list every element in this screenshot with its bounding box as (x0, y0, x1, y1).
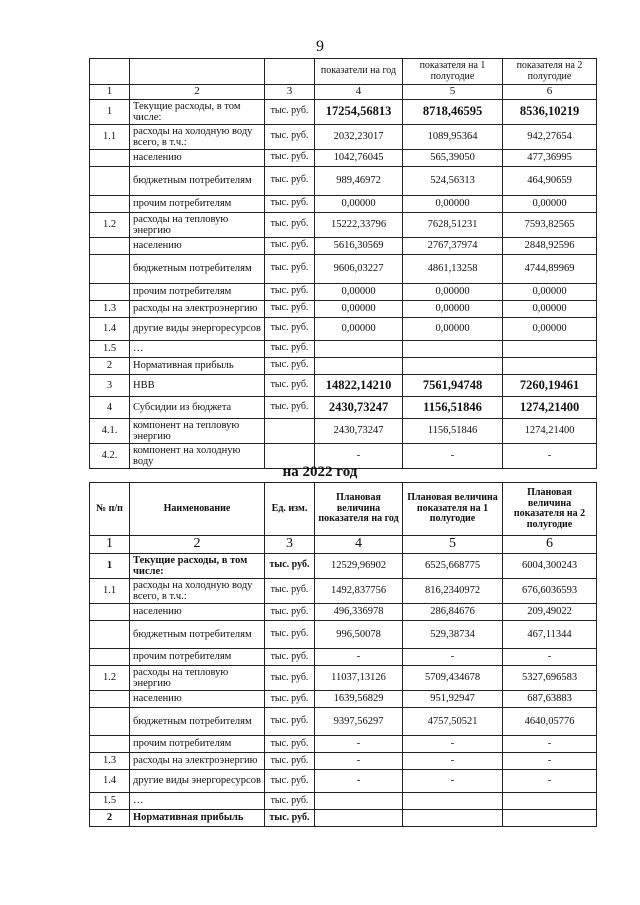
cell-unit: тыс. руб. (265, 374, 315, 396)
cell-number: 1.3 (90, 752, 130, 769)
cell-half1: - (403, 735, 503, 752)
cell-number: 1.1 (90, 578, 130, 603)
table-row (90, 735, 597, 752)
cell-number (90, 283, 130, 300)
cell-year: 496,336978 (315, 603, 403, 620)
cell-half2: 4744,89969 (503, 254, 597, 283)
cell-half1: 6525,668775 (403, 553, 503, 578)
cell-year (315, 357, 403, 374)
cell-half2: 464,90659 (503, 166, 597, 195)
column-number-cell: 3 (265, 536, 315, 554)
cell-number: 2 (90, 809, 130, 826)
cell-unit (265, 418, 315, 443)
cell-number: 1 (90, 99, 130, 124)
cell-half1: - (403, 443, 503, 468)
cell-unit: тыс. руб. (265, 300, 315, 317)
cell-half2: 0,00000 (503, 317, 597, 340)
cell-unit: тыс. руб. (265, 665, 315, 690)
cell-half2: 7593,82565 (503, 212, 597, 237)
cell-year: 11037,13126 (315, 665, 403, 690)
header-cell: № п/п (90, 483, 130, 536)
cell-half1: 565,39050 (403, 149, 503, 166)
cell-half2: - (503, 752, 597, 769)
table-row (90, 620, 597, 648)
cell-name: компонент на холодную воду (130, 443, 265, 468)
cell-name: бюджетным потребителям (130, 166, 265, 195)
cell-year: 0,00000 (315, 300, 403, 317)
cell-unit: тыс. руб. (265, 124, 315, 149)
table-header-row (90, 59, 597, 85)
cell-number (90, 735, 130, 752)
cell-name: компонент на тепловую энергию (130, 418, 265, 443)
cell-name: расходы на электроэнергию (130, 752, 265, 769)
cell-year: 0,00000 (315, 283, 403, 300)
cell-half2: 1274,21400 (503, 396, 597, 418)
cell-name: бюджетным потребителям (130, 254, 265, 283)
column-number-cell: 3 (265, 85, 315, 100)
cell-half2: 1274,21400 (503, 418, 597, 443)
cell-half1: 816,2340972 (403, 578, 503, 603)
cell-unit: тыс. руб. (265, 809, 315, 826)
cell-half2: 8536,10219 (503, 99, 597, 124)
column-number-cell: 6 (503, 85, 597, 100)
cell-half2: 477,36995 (503, 149, 597, 166)
cell-number: 1.4 (90, 317, 130, 340)
cell-number (90, 237, 130, 254)
cell-name: населению (130, 149, 265, 166)
cell-half2: 467,11344 (503, 620, 597, 648)
cell-half2: 209,49022 (503, 603, 597, 620)
header-cell (130, 59, 265, 85)
column-number-row (90, 536, 597, 554)
cell-half2: 0,00000 (503, 300, 597, 317)
header-cell: показатели на год (315, 59, 403, 85)
column-number-cell: 6 (503, 536, 597, 554)
cell-name: расходы на холодную воду всего, в т.ч.: (130, 578, 265, 603)
cell-name: … (130, 792, 265, 809)
cell-half1: 0,00000 (403, 317, 503, 340)
cell-half2: - (503, 735, 597, 752)
cell-half2: 5327,696583 (503, 665, 597, 690)
cell-half2: 2848,92596 (503, 237, 597, 254)
header-cell: Плановая величина показателя на год (315, 483, 403, 536)
cell-half1: 5709,434678 (403, 665, 503, 690)
cell-half1: 1156,51846 (403, 418, 503, 443)
cell-number: 4 (90, 396, 130, 418)
cell-unit: тыс. руб. (265, 283, 315, 300)
cell-half2: 4640,05776 (503, 707, 597, 735)
cell-unit: тыс. руб. (265, 99, 315, 124)
cell-half1: - (403, 648, 503, 665)
cell-half1: 1156,51846 (403, 396, 503, 418)
section-title: на 2022 год (282, 464, 358, 480)
cell-half1: 951,92947 (403, 690, 503, 707)
cell-half1: 529,38734 (403, 620, 503, 648)
cell-year: - (315, 752, 403, 769)
cell-name: бюджетным потребителям (130, 707, 265, 735)
table-2022 (89, 482, 597, 827)
cell-name: Нормативная прибыль (130, 809, 265, 826)
cell-unit: тыс. руб. (265, 648, 315, 665)
header-cell: Плановая величина показателя на 1 полугодие (403, 483, 503, 536)
cell-half2: - (503, 443, 597, 468)
column-number-cell: 4 (315, 85, 403, 100)
cell-unit: тыс. руб. (265, 254, 315, 283)
page-number: 9 (316, 38, 324, 55)
cell-year: 9606,03227 (315, 254, 403, 283)
cell-half2 (503, 792, 597, 809)
cell-year: - (315, 769, 403, 792)
cell-year (315, 340, 403, 357)
cell-name: Нормативная прибыль (130, 357, 265, 374)
cell-number (90, 254, 130, 283)
cell-number: 1.5 (90, 340, 130, 357)
cell-year: 1639,56829 (315, 690, 403, 707)
cell-number: 2 (90, 357, 130, 374)
cell-name: прочим потребителям (130, 195, 265, 212)
cell-half1: 7628,51231 (403, 212, 503, 237)
cell-year: 0,00000 (315, 195, 403, 212)
table-row (90, 396, 597, 418)
table-row (90, 124, 597, 149)
table-2021 (89, 58, 597, 469)
cell-unit: тыс. руб. (265, 340, 315, 357)
cell-half1 (403, 357, 503, 374)
cell-unit: тыс. руб. (265, 166, 315, 195)
cell-unit: тыс. руб. (265, 357, 315, 374)
cell-half1 (403, 809, 503, 826)
cell-number: 4.1. (90, 418, 130, 443)
cell-half1 (403, 792, 503, 809)
header-cell: Ед. изм. (265, 483, 315, 536)
cell-year: - (315, 443, 403, 468)
table-row (90, 418, 597, 443)
cell-unit: тыс. руб. (265, 620, 315, 648)
cell-name: прочим потребителям (130, 735, 265, 752)
cell-number (90, 603, 130, 620)
cell-year (315, 809, 403, 826)
cell-half2: 0,00000 (503, 195, 597, 212)
table-header-row (90, 483, 597, 536)
cell-number: 1.1 (90, 124, 130, 149)
cell-half1: 8718,46595 (403, 99, 503, 124)
table-row (90, 357, 597, 374)
cell-half1: 286,84676 (403, 603, 503, 620)
cell-half2: 6004,300243 (503, 553, 597, 578)
cell-unit: тыс. руб. (265, 149, 315, 166)
cell-number (90, 707, 130, 735)
cell-unit: тыс. руб. (265, 237, 315, 254)
cell-name: расходы на холодную воду всего, в т.ч.: (130, 124, 265, 149)
cell-number: 1.4 (90, 769, 130, 792)
cell-year: 15222,33796 (315, 212, 403, 237)
cell-name: Текущие расходы, в том числе: (130, 553, 265, 578)
cell-unit: тыс. руб. (265, 212, 315, 237)
table-row (90, 254, 597, 283)
cell-year: 0,00000 (315, 317, 403, 340)
cell-year: 996,50078 (315, 620, 403, 648)
cell-half2 (503, 340, 597, 357)
cell-unit: тыс. руб. (265, 792, 315, 809)
header-cell: показателя на 1 полугодие (403, 59, 503, 85)
table-row (90, 283, 597, 300)
table-row (90, 752, 597, 769)
cell-name: расходы на электроэнергию (130, 300, 265, 317)
cell-name: … (130, 340, 265, 357)
cell-year: 17254,56813 (315, 99, 403, 124)
header-cell (90, 59, 130, 85)
cell-half1: 2767,37974 (403, 237, 503, 254)
cell-half2: 942,27654 (503, 124, 597, 149)
cell-unit: тыс. руб. (265, 317, 315, 340)
column-number-cell: 2 (130, 85, 265, 100)
cell-unit: тыс. руб. (265, 707, 315, 735)
cell-number (90, 195, 130, 212)
cell-half2: 676,6036593 (503, 578, 597, 603)
cell-year: 1492,837756 (315, 578, 403, 603)
table-row (90, 603, 597, 620)
cell-name: другие виды энергоресурсов (130, 769, 265, 792)
table-row (90, 690, 597, 707)
cell-name: НВВ (130, 374, 265, 396)
table-row (90, 340, 597, 357)
cell-number: 1.3 (90, 300, 130, 317)
cell-half1: 4861,13258 (403, 254, 503, 283)
cell-name: населению (130, 237, 265, 254)
cell-name: населению (130, 603, 265, 620)
cell-number: 1.5 (90, 792, 130, 809)
cell-year: 2430,73247 (315, 418, 403, 443)
cell-half1: 0,00000 (403, 283, 503, 300)
cell-unit: тыс. руб. (265, 603, 315, 620)
cell-unit: тыс. руб. (265, 690, 315, 707)
table-row (90, 769, 597, 792)
table-row (90, 792, 597, 809)
table-row (90, 578, 597, 603)
cell-half1: 1089,95364 (403, 124, 503, 149)
cell-unit: тыс. руб. (265, 578, 315, 603)
header-cell: показателя на 2 полугодие (503, 59, 597, 85)
cell-name: расходы на тепловую энергию (130, 212, 265, 237)
cell-unit: тыс. руб. (265, 396, 315, 418)
cell-name: прочим потребителям (130, 283, 265, 300)
column-number-cell: 2 (130, 536, 265, 554)
cell-name: бюджетным потребителям (130, 620, 265, 648)
cell-number: 1.2 (90, 212, 130, 237)
cell-half2: - (503, 648, 597, 665)
cell-year (315, 792, 403, 809)
cell-name: населению (130, 690, 265, 707)
cell-number (90, 648, 130, 665)
cell-number (90, 166, 130, 195)
table-row (90, 237, 597, 254)
cell-half2: 0,00000 (503, 283, 597, 300)
cell-half2 (503, 809, 597, 826)
cell-half1: 0,00000 (403, 195, 503, 212)
cell-number: 1.2 (90, 665, 130, 690)
cell-half1: - (403, 752, 503, 769)
table-row (90, 665, 597, 690)
cell-unit: тыс. руб. (265, 769, 315, 792)
table-row (90, 195, 597, 212)
column-number-cell: 5 (403, 85, 503, 100)
header-cell (265, 59, 315, 85)
cell-name: Текущие расходы, в том числе: (130, 99, 265, 124)
cell-unit: тыс. руб. (265, 195, 315, 212)
cell-half2: 7260,19461 (503, 374, 597, 396)
table-row (90, 149, 597, 166)
cell-year: 989,46972 (315, 166, 403, 195)
column-number-cell: 4 (315, 536, 403, 554)
cell-half1 (403, 340, 503, 357)
cell-year: 2430,73247 (315, 396, 403, 418)
cell-half2 (503, 357, 597, 374)
cell-name: другие виды энергоресурсов (130, 317, 265, 340)
column-number-cell: 1 (90, 85, 130, 100)
cell-name: Субсидии из бюджета (130, 396, 265, 418)
cell-number (90, 690, 130, 707)
table-row (90, 553, 597, 578)
cell-half1: 0,00000 (403, 300, 503, 317)
cell-year: - (315, 735, 403, 752)
cell-half1: 7561,94748 (403, 374, 503, 396)
header-cell: Наименование (130, 483, 265, 536)
column-number-cell: 1 (90, 536, 130, 554)
table-row (90, 374, 597, 396)
cell-half2: 687,63883 (503, 690, 597, 707)
cell-year: - (315, 648, 403, 665)
column-number-row (90, 85, 597, 100)
cell-half1: - (403, 769, 503, 792)
table-row (90, 317, 597, 340)
cell-name: расходы на тепловую энергию (130, 665, 265, 690)
table-row (90, 212, 597, 237)
header-cell: Плановая величина показателя на 2 полугодие (503, 483, 597, 536)
cell-number: 1 (90, 553, 130, 578)
cell-half1: 524,56313 (403, 166, 503, 195)
table-row (90, 300, 597, 317)
cell-number (90, 620, 130, 648)
cell-year: 9397,56297 (315, 707, 403, 735)
column-number-cell: 5 (403, 536, 503, 554)
cell-half1: 4757,50521 (403, 707, 503, 735)
table-row (90, 166, 597, 195)
cell-year: 14822,14210 (315, 374, 403, 396)
cell-name: прочим потребителям (130, 648, 265, 665)
cell-unit: тыс. руб. (265, 553, 315, 578)
cell-year: 12529,96902 (315, 553, 403, 578)
cell-year: 5616,30569 (315, 237, 403, 254)
table-row (90, 707, 597, 735)
table-row (90, 809, 597, 826)
table-row (90, 648, 597, 665)
cell-number: 3 (90, 374, 130, 396)
cell-half2: - (503, 769, 597, 792)
cell-number: 4.2. (90, 443, 130, 468)
cell-year: 2032,23017 (315, 124, 403, 149)
cell-number (90, 149, 130, 166)
cell-year: 1042,76045 (315, 149, 403, 166)
cell-unit: тыс. руб. (265, 752, 315, 769)
table-row (90, 99, 597, 124)
cell-unit: тыс. руб. (265, 735, 315, 752)
